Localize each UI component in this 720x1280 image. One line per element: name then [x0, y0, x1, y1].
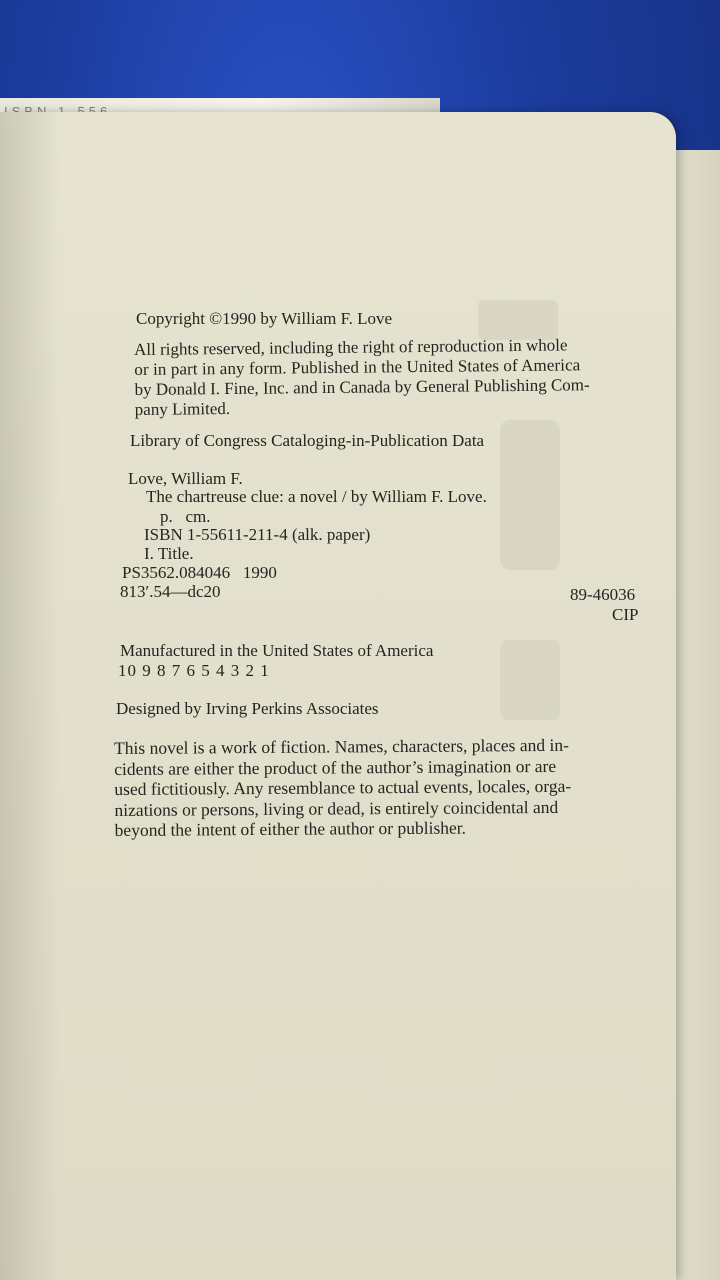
designer-line: Designed by Irving Perkins Associates	[116, 699, 379, 718]
show-through-mark-1	[478, 300, 558, 340]
fiction-disclaimer	[114, 735, 572, 841]
show-through-mark-3	[500, 640, 560, 720]
disclaimer-line-2: cidents are either the product of the author’s imagination or are	[114, 755, 557, 779]
disclaimer-line-1: This novel is a work of fiction. Names, characters, places and in-	[114, 734, 569, 758]
rights-line-4: pany Limited.	[134, 398, 231, 419]
rights-line-2: or in part in any form. Published in the United States of America	[134, 355, 581, 379]
cip-isbn: ISBN 1-55611-211-4 (alk. paper)	[144, 525, 371, 544]
copyright-page	[0, 112, 676, 1280]
disclaimer-line-5: beyond the intent of either the author or publisher.	[114, 817, 467, 840]
cip-subject: I. Title.	[144, 544, 194, 563]
rights-line-3: by Donald I. Fine, Inc. and in Canada by General Publishing Com-	[134, 375, 590, 399]
page-gutter-shadow	[0, 112, 60, 1280]
cip-author: Love, William F.	[128, 469, 243, 488]
manufactured-line: Manufactured in the United States of America	[120, 641, 434, 660]
disclaimer-line-4: nizations or persons, living or dead, is entirely coincidental and	[114, 796, 559, 820]
rights-paragraph	[134, 335, 590, 420]
show-through-mark-2	[500, 420, 560, 570]
cip-label: CIP	[612, 605, 639, 624]
cip-pages: p. cm.	[160, 507, 211, 526]
cip-dewey: 813′.54—dc20	[120, 582, 221, 601]
printing-line: 10 9 8 7 6 5 4 3 2 1	[118, 661, 270, 680]
cip-lc-number: PS3562.084046 1990	[122, 563, 277, 582]
disclaimer-line-3: used fictitiously. Any resemblance to actual events, locales, orga-	[114, 775, 572, 799]
cip-heading: Library of Congress Cataloging-in-Publication Data	[130, 431, 485, 450]
rights-line-1: All rights reserved, including the right of reproduction in whole	[134, 335, 568, 359]
cip-card-number: 89-46036	[570, 585, 636, 604]
copyright-line: Copyright ©1990 by William F. Love	[136, 309, 393, 328]
cip-title: The chartreuse clue: a novel / by William F. Love.	[146, 487, 487, 506]
